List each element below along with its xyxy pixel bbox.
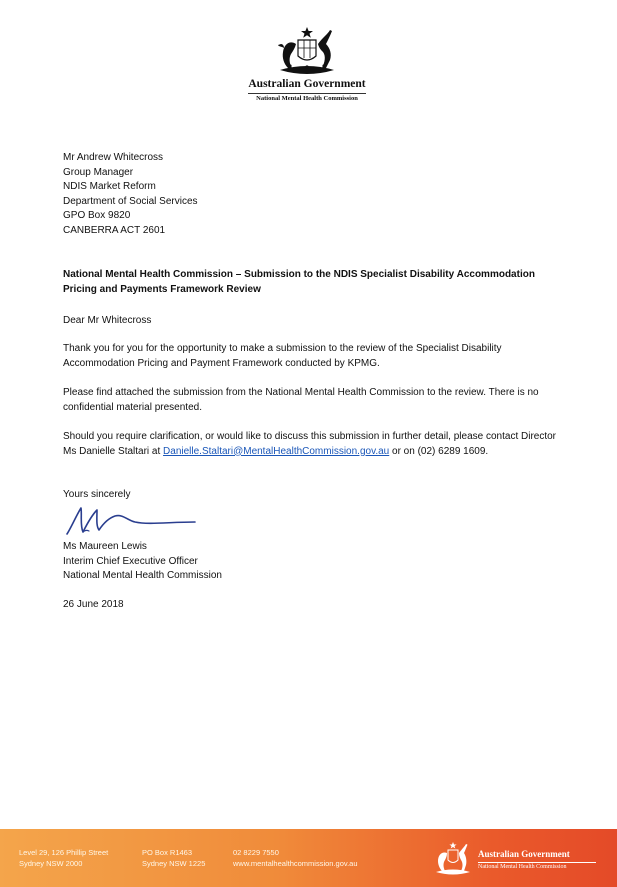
paragraph-2-text: Please find attached the submission from the National Mental Health Commission to the review. There is no confidential material presented.	[63, 387, 539, 413]
body-paragraph-1	[63, 342, 563, 371]
footer-suburb: Sydney NSW 2000	[19, 859, 83, 868]
footer-phone: 02 8229 7550	[233, 848, 279, 857]
signatory-organisation: National Mental Health Commission	[63, 570, 222, 581]
page-footer	[0, 829, 617, 887]
closing-text: Yours sincerely	[63, 489, 131, 500]
handwritten-signature	[63, 500, 203, 545]
recipient-address	[63, 151, 563, 238]
footer-contact	[233, 847, 358, 869]
paragraph-3-text	[63, 430, 563, 459]
paragraph-1-text: Thank you for you for the opportunity to make a submission to the review of the Specialist Disability Accommodation Pricing and Payment Framework conducted by KPMG.	[63, 343, 502, 369]
recipient-po-box: GPO Box 9820	[63, 210, 131, 221]
footer-government-name: Australian Government	[478, 849, 570, 859]
signatory-role: Interim Chief Executive Officer	[63, 555, 198, 567]
recipient-branch: NDIS Market Reform	[63, 181, 156, 192]
recipient-name: Mr Andrew Whitecross	[63, 152, 164, 163]
footer-coat-of-arms-icon	[432, 841, 474, 877]
recipient-title: Group Manager	[63, 166, 134, 178]
salutation-text: Dear Mr Whitecross	[63, 315, 152, 326]
letter-subject	[63, 268, 563, 297]
government-name: Australian Government	[248, 78, 366, 90]
footer-street-address	[19, 847, 108, 869]
date-text: 26 June 2018	[63, 599, 124, 610]
letter-date	[63, 598, 563, 613]
recipient-department: Department of Social Services	[63, 195, 198, 207]
subject-text: National Mental Health Commission – Submission to the NDIS Specialist Disability Accommodation Pricing and Payments Framework Review	[63, 269, 535, 295]
header-logo	[244, 26, 370, 108]
paragraph-3-lead: Should you require clarification, or would like to discuss this submission in further detail, please contact Director Ms Danielle Staltari at	[63, 431, 557, 457]
coat-of-arms-icon	[270, 26, 344, 78]
footer-logo-rule	[478, 862, 596, 863]
footer-logo	[432, 841, 602, 881]
agency-name: National Mental Health Commission	[256, 95, 358, 102]
footer-po-suburb: Sydney NSW 1225	[142, 859, 206, 868]
footer-postal-address	[142, 847, 205, 869]
signature-icon	[63, 500, 203, 540]
footer-website[interactable]: www.mentalhealthcommission.gov.au	[233, 859, 358, 868]
recipient-city: CANBERRA ACT 2601	[63, 224, 166, 236]
body-paragraph-2	[63, 386, 563, 415]
contact-email-link[interactable]: Danielle.Staltari@MentalHealthCommission.gov.au	[163, 445, 390, 457]
paragraph-3-tail: or on (02) 6289 1609.	[389, 445, 489, 457]
footer-agency-name: National Mental Health Commission	[478, 864, 567, 870]
footer-po-box: PO Box R1463	[142, 848, 193, 857]
salutation	[63, 314, 563, 329]
footer-street: Level 29, 126 Phillip Street	[19, 848, 109, 857]
signatory-name: Ms Maureen Lewis	[63, 541, 147, 552]
header-rule	[248, 93, 366, 94]
body-paragraph-3	[63, 430, 563, 459]
signatory-block	[63, 540, 563, 584]
